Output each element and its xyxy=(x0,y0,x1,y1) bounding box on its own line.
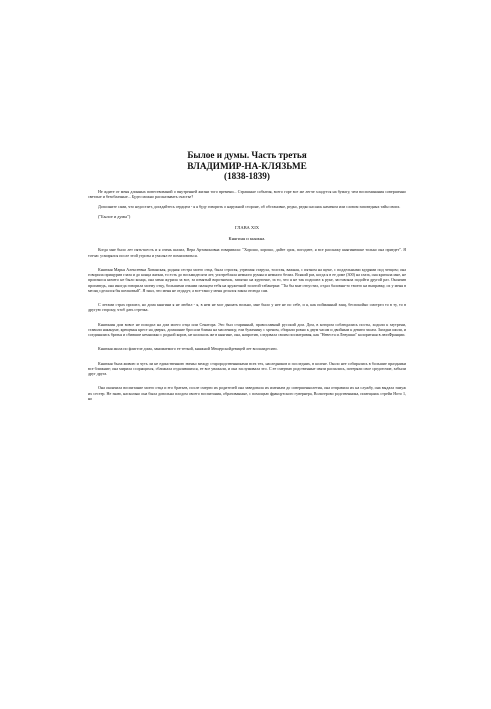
document-title-line1: Былое и думы. Часть третья xyxy=(187,150,307,160)
epigraph-source: ("Былое и думы") xyxy=(98,214,131,220)
document-title-line2: ВЛАДИМИР-НА-КЛЯЗЬМЕ xyxy=(187,160,307,171)
body-paragraph-3: С летами страх прошел, но дома княгини я не любил - я, в нем не мог дышать вольно, мне было у нее не по себе, и я, как пойманный заяц, беспокойно смотрел то в ту, то в другую сторону, чтоб дать стречка. xyxy=(88,302,406,313)
body-paragraph-6: Княгиня была живою и чуть ли не единственною звеньо между старородственниками всех тех, наследников и последних, в колене. Около нее собирались в большие праздники все ближние; она мирила ссорящихся, сближала отдалившихся, ее все уважали, и она заслуживала это. С ее смертью родственные связи распались, потеряли свое средоточие, забыли друг друга. xyxy=(88,360,406,376)
body-paragraph-2: Княгиня Марья Алексеевна Хованская, родная сестра моего отца, была строгая, угрюмая старуха, толстая, важная, с пятном на щеке, с поддельными кудрями под чепцом; она говорила прищурив глаза и до конца жизни, то есть до восьмидесяти лет, употребляла немного румян и немного белил. Всякий раз, когда я в ее доме (300) на глаза, она кричала мне, не произнося ничего не было конца, она меня журила за все, за измятый воротничок, запятно на курточке, за то, что я не так подошел к руке, заставляла подойти другой раз. Окончив пропаведь, она иногда говорила моему отцу, большими очками пальцем тебя на кружечной золотой табакерки: "Ты бы мне отпустил, отдал баловня-то твоего на выправку, ох у меня в месяц сделался бы шелковый". Я знал, что меня не отдадут, а все-таки у меня делался закон отсюда сам. xyxy=(88,266,406,293)
body-paragraph-1: Когда мне было лет пять-шесть и я очень шалил, Вера Артамоновна говаривала: "Хорошо, хорошо, дайте срок, погодите, я все расскажу княгинюшке только она приедет". Я тотчас усмирялся после этой угрозы и умолял ее помиловаться. xyxy=(88,247,406,258)
chapter-heading: ГЛАВА XIX xyxy=(234,225,260,231)
body-paragraph-4: Княгинин дом вовсе не походил на дом моего отца или Сенатора. Это был старинный, православный русский дом. Дом, в котором соблюдались посты, ходили к заутрени, ставили накануне, крещенья крест на дверях, домашние бросали блины на масленицу, ели буженину с хреном, сбирали ровно к двум часам и двойным к девяти часам. Загадки шили, и соединялись братья и сбившие немножко с родной коров, не колоколь же в княгине, она, напротив, следовала своим посматривая, как "Невеста и Левушки" колоритная в люпФранции. xyxy=(88,321,406,337)
document-page xyxy=(88,150,406,401)
epigraph-paragraph-1: Не ждите от меня длинных повествований о внутренней жизни того времени... Страшные события, всего горе все же легче хладутся на бумагу, чем воспоминания совершенно светлые и безоблачные... Будто можно рассказывать счастье? xyxy=(88,188,406,199)
body-paragraph-5: Княгиня жила по флигеле дома, занимаемого ее теткой, княжной Мещерскойдевицей лет восьмидесяти. xyxy=(98,346,278,352)
epigraph-paragraph-2: Дополните сами, что недостает, догадайтесь сердцем - я я буду говорить о наружной стороне, об обстановке, редко, редко касаясь намеком или словом заповедных тайн своих. xyxy=(98,204,401,209)
chapter-subtitle: Княгиня и княжна. xyxy=(228,236,266,242)
body-paragraph-7: Она окончила воспитание моего отца и его братьев, после смерти их родителей она заведовала их именьем до совершеннолетия, она отправила их на службу, она выдала замуж их сестер. Не знаю, насколько она была довольна плодом своего воспитания, образованные, с помощью французского гувернера, Вольтерово родственника, помещаясь стрейи Ното 1, но xyxy=(88,385,406,401)
document-title-line3: (1838-1839) xyxy=(224,171,270,181)
